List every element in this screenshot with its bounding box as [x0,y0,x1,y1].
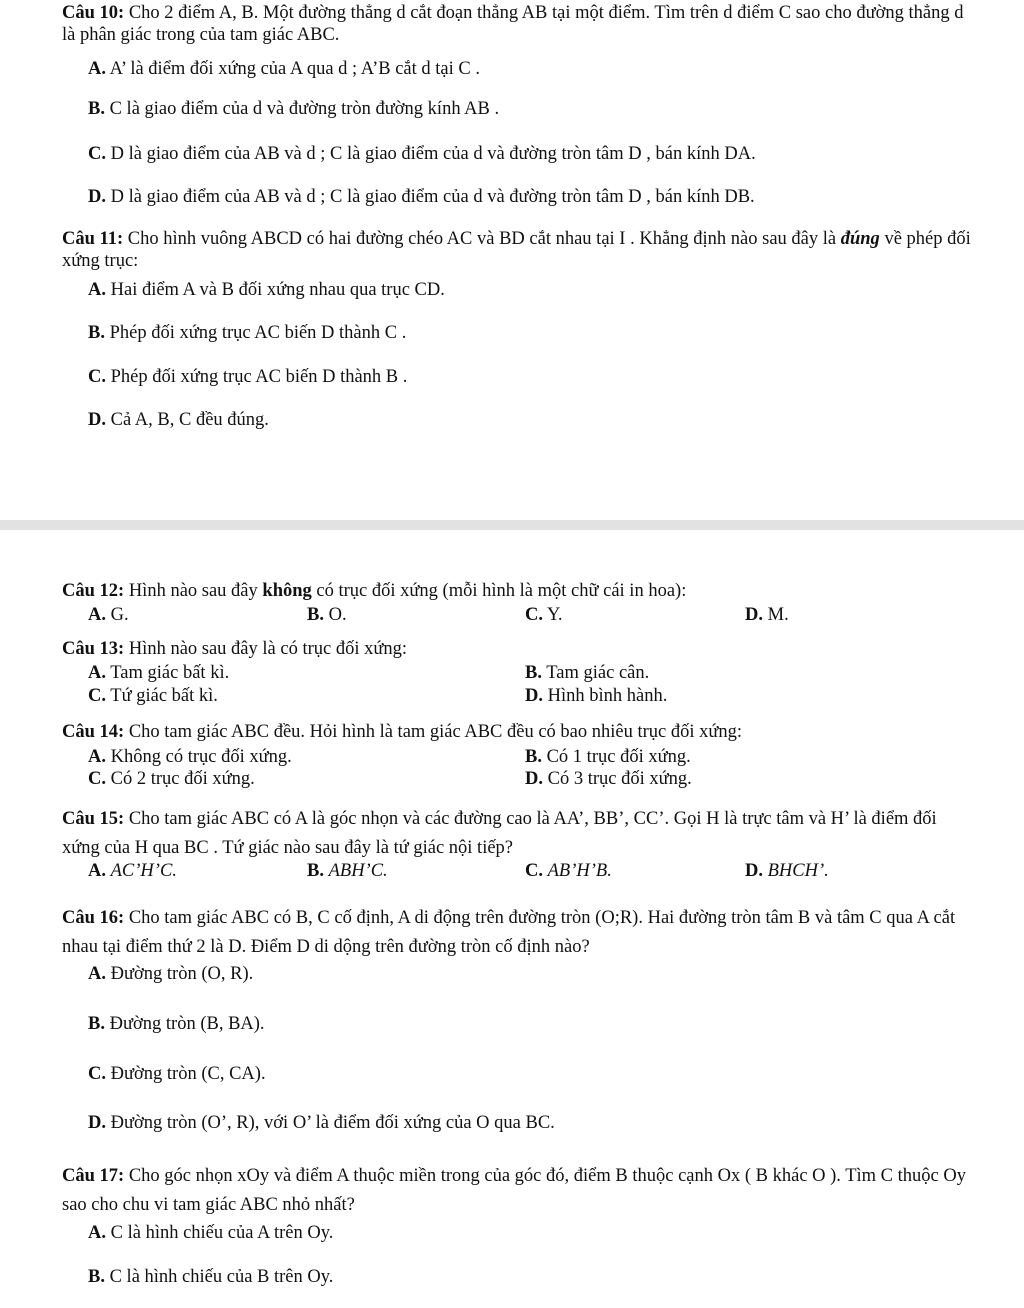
question-label: Câu 14: [62,722,125,742]
question-15 [62,805,974,862]
question-stem [62,1162,974,1219]
option-a[interactable] [88,746,292,768]
option-key: C. [525,605,543,625]
option-key: C. [88,686,106,706]
option-text: M. [767,605,789,625]
option-text: Đường tròn (O, R). [110,964,254,984]
question-10 [62,2,974,46]
option-key: C. [525,861,543,881]
question-13 [62,638,974,660]
question-14 [62,721,974,743]
option-text: Cả A, B, C đều đúng. [110,410,269,430]
option-a[interactable] [88,963,253,985]
option-key: A. [88,663,106,683]
option-key: B. [88,99,105,119]
option-key: B. [88,1267,105,1287]
option-text: Đường tròn (B, BA). [109,1014,265,1034]
question-label: Câu 15: [62,809,125,829]
option-text: Tam giác cân. [546,663,650,683]
option-key: A. [88,1223,106,1243]
option-a[interactable] [88,58,480,80]
option-text: Hai điểm A và B đối xứng nhau qua trục CD. [110,280,445,300]
option-text: Có 2 trục đối xứng. [110,769,255,789]
option-text: D là giao điểm của AB và d ; C là giao điểm của d và đường tròn tâm D , bán kính DB. [110,187,755,207]
stem-emphasis: đúng [840,229,880,249]
question-label: Câu 13: [62,639,125,659]
option-d[interactable] [88,409,269,431]
option-key: A. [88,59,106,79]
option-a[interactable] [88,1222,333,1244]
question-stem [62,2,974,46]
stem-emphasis: không [262,581,312,601]
option-key: D. [88,1113,106,1133]
option-b[interactable] [88,322,406,344]
option-text: Tứ giác bất kì. [110,686,218,706]
option-text: BHCH’. [767,861,829,881]
option-key: A. [88,861,106,881]
option-key: B. [525,747,542,767]
question-17 [62,1162,974,1219]
option-text: AC’H’C. [110,861,177,881]
option-key: D. [88,410,106,430]
option-c[interactable] [525,860,612,882]
option-b[interactable] [88,1266,333,1288]
stem-end: về phép đối xứng trục: [62,229,971,272]
option-key: A. [88,964,106,984]
option-d[interactable] [745,860,829,882]
page-separator [0,520,1024,530]
option-b[interactable] [88,98,499,120]
option-text: Hình bình hành. [547,686,668,706]
option-text: Đường tròn (C, CA). [110,1064,266,1084]
option-key: A. [88,747,106,767]
option-d[interactable] [745,604,789,626]
question-16 [62,904,974,961]
option-d[interactable] [88,1112,555,1134]
option-key: A. [88,280,106,300]
option-key: D. [745,861,763,881]
stem-text: Hình nào sau đây [128,581,258,601]
question-11 [62,228,974,272]
option-b[interactable] [525,746,691,768]
question-stem [62,638,974,660]
option-key: B. [88,323,105,343]
option-text: AB’H’B. [547,861,612,881]
question-label: Câu 10: [62,3,125,23]
option-text: Y. [546,605,563,625]
stem-end: có trục đối xứng (mỗi hình là một chữ cái in hoa): [316,581,687,601]
question-stem [62,721,974,743]
option-c[interactable] [88,768,255,790]
option-key: A. [88,605,106,625]
option-text: D là giao điểm của AB và d ; C là giao điểm của d và đường tròn tâm D , bán kính DA. [110,144,756,164]
option-c[interactable] [88,143,756,165]
option-d[interactable] [525,768,692,790]
option-text: Tam giác bất kì. [110,663,230,683]
option-key: C. [88,367,106,387]
option-b[interactable] [307,860,388,882]
option-key: C. [88,769,106,789]
option-c[interactable] [88,685,218,707]
option-text: O. [328,605,347,625]
question-label: Câu 16: [62,908,125,928]
stem-text: Cho hình vuông ABCD có hai đường chéo AC và BD cắt nhau tại I . Khẳng định nào sau đây là [127,229,837,249]
stem-text: Cho 2 điểm A, B. Một đường thẳng d cắt đoạn thẳng AB tại một điểm. Tìm trên d điểm C sao cho đường thẳng d là phân giác trong của tam giác ABC. [62,3,964,46]
option-c[interactable] [88,1063,266,1085]
option-c[interactable] [88,366,407,388]
option-key: C. [88,144,106,164]
option-text: Có 1 trục đối xứng. [546,747,691,767]
option-b[interactable] [307,604,347,626]
option-key: B. [307,605,324,625]
option-text: Không có trục đối xứng. [110,747,292,767]
option-a[interactable] [88,279,445,301]
option-text: A’ là điểm đối xứng của A qua d ; A’B cắt d tại C . [109,59,480,79]
option-text: G. [110,605,129,625]
question-label: Câu 11: [62,229,124,249]
stem-text: Cho tam giác ABC có B, C cố định, A di động trên đường tròn (O;R). Hai đường tròn tâm B và tâm C qua A cắt nhau tại điểm thứ 2 là D. Điểm D di dộng trên đường tròn cố định nào? [62,908,956,957]
option-b[interactable] [525,662,649,684]
stem-text: Cho tam giác ABC có A là góc nhọn và các đường cao là AA’, BB’, CC’. Gọi H là trực tâm và H’ là điểm đối xứng của H qua BC . Tứ giác nào sau đây là tứ giác nội tiếp? [62,809,937,858]
option-text: Phép đối xứng trục AC biến D thành B . [110,367,408,387]
option-b[interactable] [88,1013,265,1035]
stem-text: Cho tam giác ABC đều. Hỏi hình là tam giác ABC đều có bao nhiêu trục đối xứng: [128,722,743,742]
option-key: B. [88,1014,105,1034]
question-label: Câu 12: [62,581,125,601]
option-d[interactable] [88,186,755,208]
option-key: B. [525,663,542,683]
option-text: ABH’C. [328,861,388,881]
question-stem [62,580,974,602]
option-d[interactable] [525,685,667,707]
option-key: D. [525,686,543,706]
option-c[interactable] [525,604,563,626]
option-text: Đường tròn (O’, R), với O’ là điểm đối xứng của O qua BC. [110,1113,555,1133]
option-a[interactable] [88,860,177,882]
question-stem [62,805,974,862]
option-a[interactable] [88,604,129,626]
option-key: D. [745,605,763,625]
question-label: Câu 17: [62,1166,125,1186]
option-text: C là hình chiếu của B trên Oy. [109,1267,334,1287]
question-12 [62,580,974,602]
option-text: C là hình chiếu của A trên Oy. [110,1223,334,1243]
option-text: Phép đối xứng trục AC biến D thành C . [109,323,407,343]
stem-text: Hình nào sau đây là có trục đối xứng: [128,639,408,659]
option-text: C là giao điểm của d và đường tròn đường kính AB . [109,99,500,119]
option-text: Có 3 trục đối xứng. [547,769,692,789]
option-key: C. [88,1064,106,1084]
option-a[interactable] [88,662,229,684]
option-key: B. [307,861,324,881]
stem-text: Cho góc nhọn xOy và điểm A thuộc miền trong của góc đó, điểm B thuộc cạnh Ox ( B khác O ). Tìm C thuộc Oy sao cho chu vi tam giác ABC nhỏ nhất? [62,1166,966,1215]
question-stem [62,228,974,272]
question-stem [62,904,974,961]
option-key: D. [88,187,106,207]
option-key: D. [525,769,543,789]
